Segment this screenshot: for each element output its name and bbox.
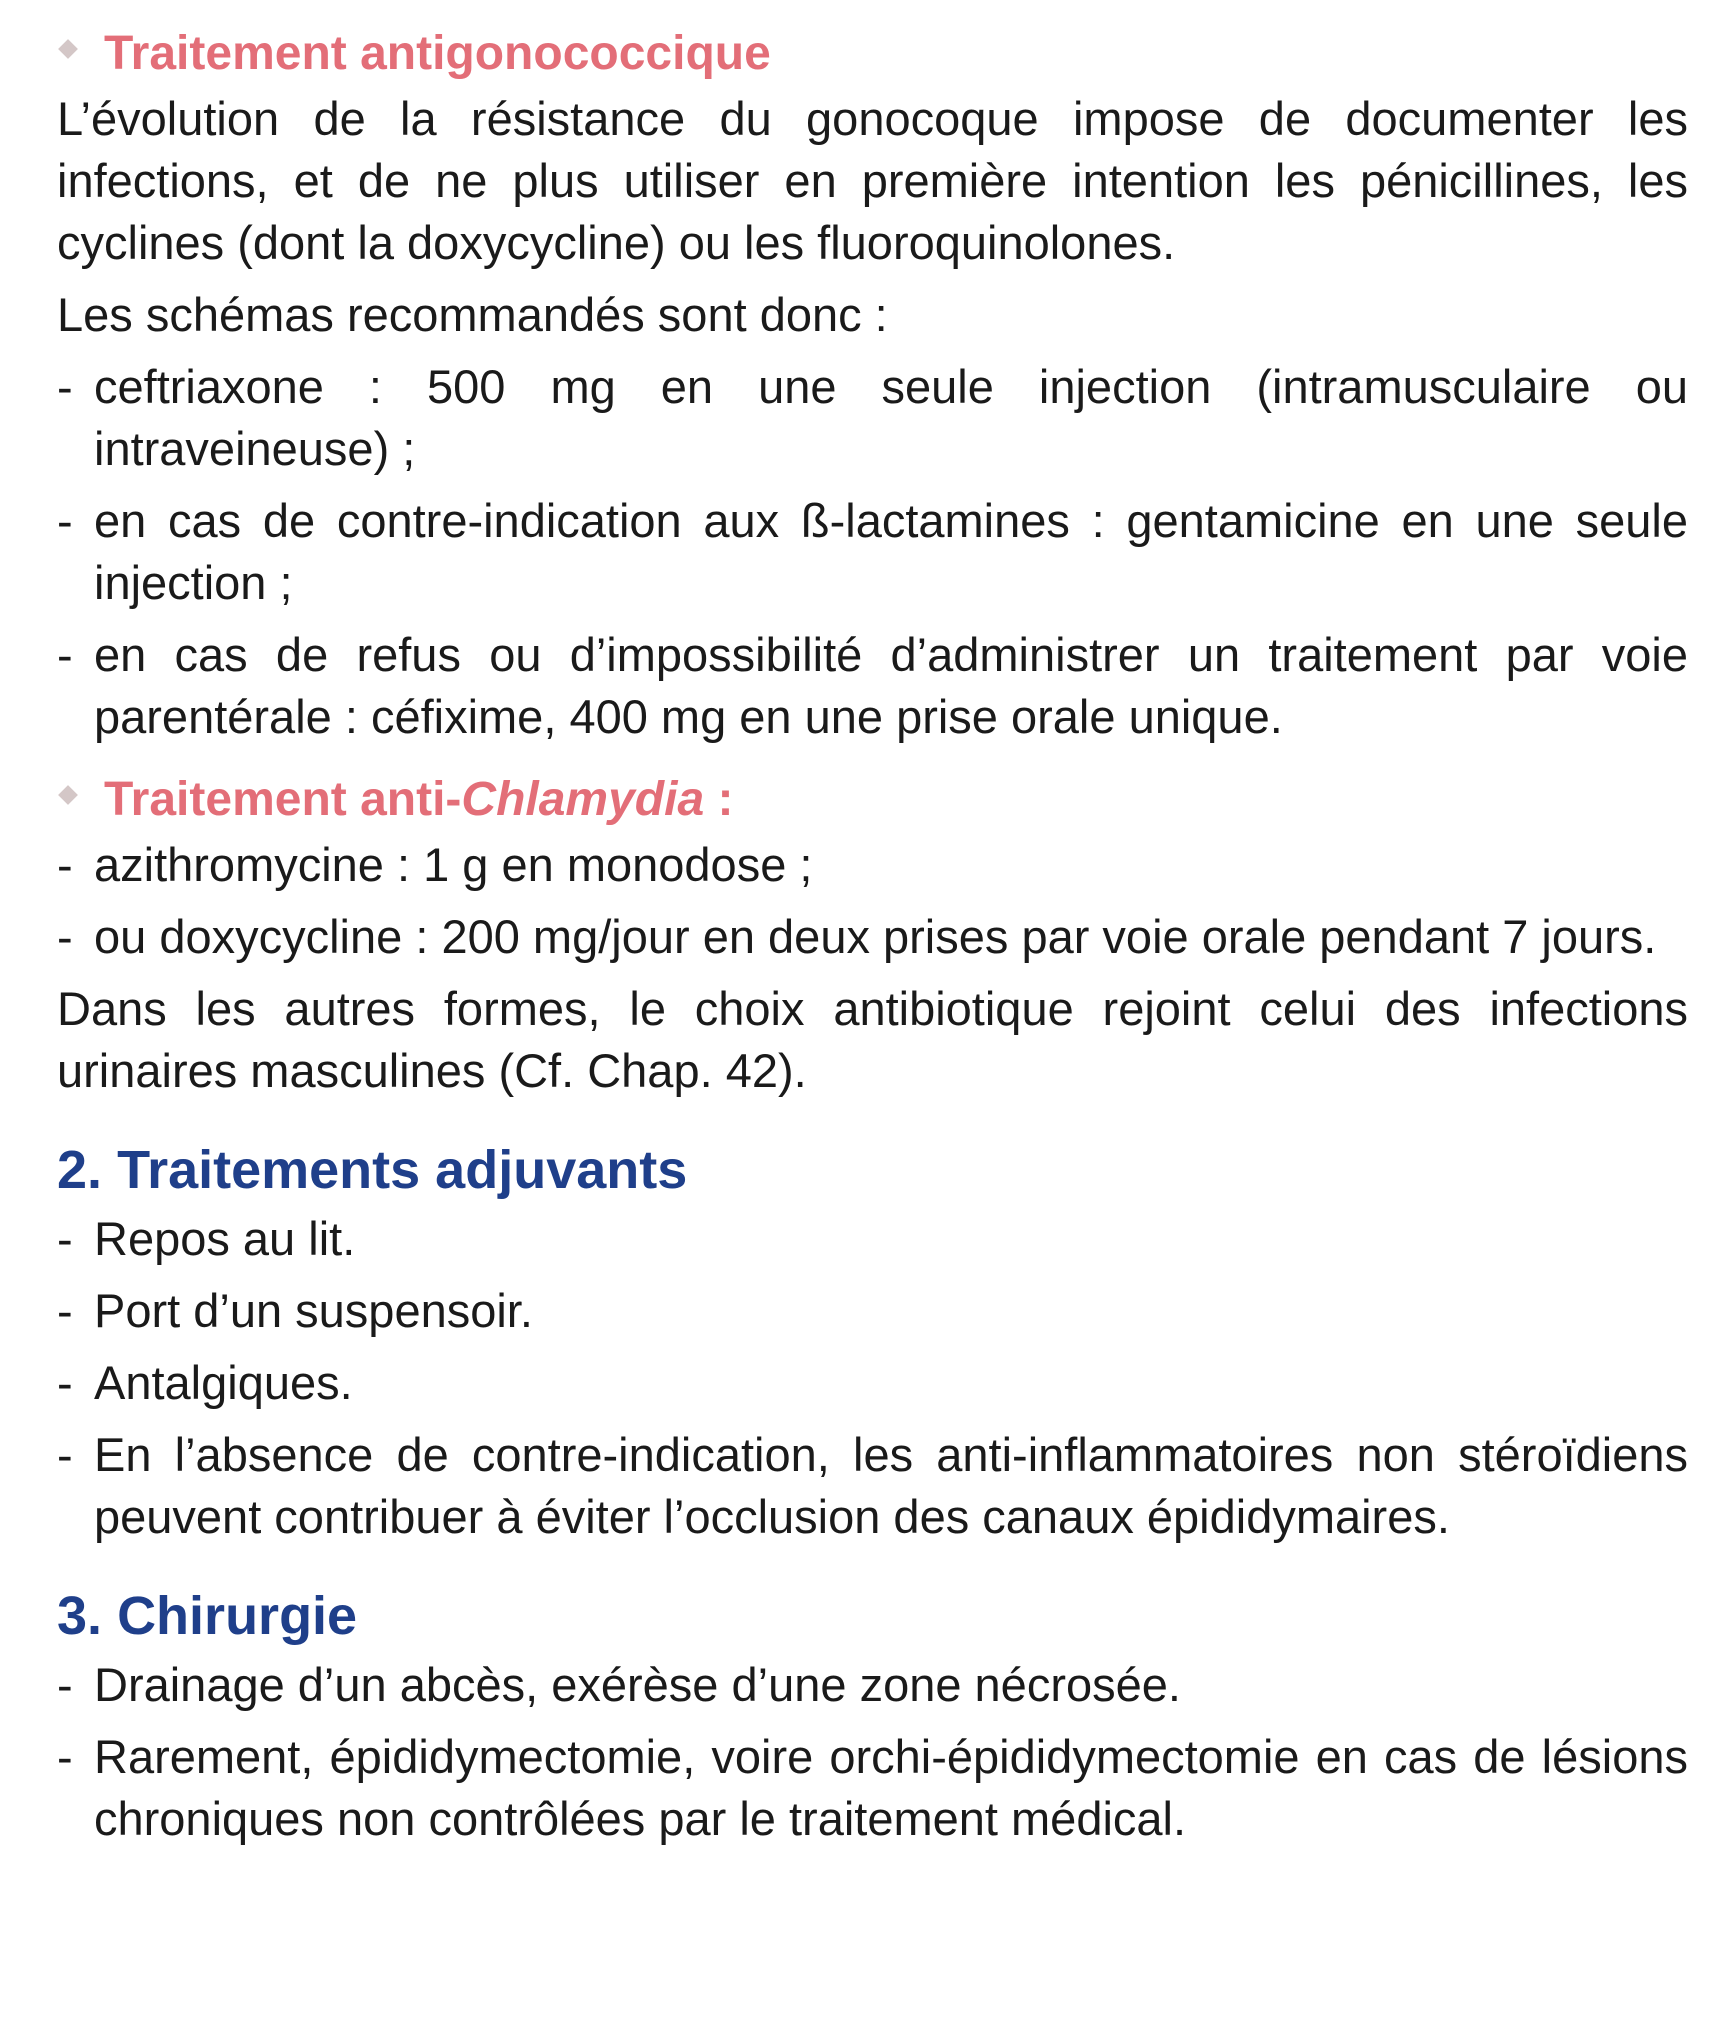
heading-title: Traitements adjuvants [117, 1140, 688, 1200]
list-item [57, 1208, 1688, 1270]
heading-number: 2. [57, 1140, 103, 1200]
list-chirurgie [57, 1654, 1688, 1850]
list-item-text: en cas de refus ou d’impossibilité d’administrer un traitement par voie parentérale : céfixime, 400 mg en une prise orale unique. [94, 628, 1688, 743]
list-item [57, 356, 1688, 480]
list-item [57, 624, 1688, 748]
heading-title: Chirurgie [117, 1586, 358, 1646]
subheading-antigonococcique-text: Traitement antigonococcique [104, 27, 771, 80]
list-item [57, 906, 1688, 968]
list-item-text: En l’absence de contre-indication, les anti-inflammatoires non stéroïdiens peuvent contribuer à éviter l’occlusion des canaux épididymaires. [94, 1428, 1688, 1543]
heading-number: 3. [57, 1586, 103, 1646]
paragraph-chlamydia-note: Dans les autres formes, le choix antibiotique rejoint celui des infections urinaires masculines (Cf. Chap. 42). [57, 982, 1688, 1097]
list-item [57, 1280, 1688, 1342]
bullet-marker-icon [58, 785, 78, 805]
list-item-text: azithromycine : 1 g en monodose ; [94, 838, 813, 891]
list-gono-schemas [57, 356, 1688, 748]
list-item-text: Port d’un suspensoir. [94, 1284, 533, 1337]
subheading-italic: Chlamydia [461, 773, 705, 826]
dash-glyph: - [57, 494, 73, 547]
dash-glyph: - [57, 1284, 73, 1337]
subheading-anti-chlamydia [57, 766, 1688, 834]
subheading-suffix: : [704, 773, 734, 826]
list-chlamydia [57, 834, 1688, 968]
list-item-text: ceftriaxone : 500 mg en une seule injection (intramusculaire ou intraveineuse) ; [94, 360, 1688, 475]
dash-glyph: - [57, 838, 73, 891]
list-item [57, 1726, 1688, 1850]
heading-traitements-adjuvants [57, 1132, 1688, 1208]
dash-glyph: - [57, 1212, 73, 1265]
dash-glyph: - [57, 1356, 73, 1409]
list-item [57, 490, 1688, 614]
dash-glyph: - [57, 910, 73, 963]
list-adjuvants [57, 1208, 1688, 1548]
list-item-text: ou doxycycline : 200 mg/jour en deux prises par voie orale pendant 7 jours. [94, 910, 1657, 963]
list-item [57, 1424, 1688, 1548]
dash-glyph: - [57, 1658, 73, 1711]
list-item-text: Repos au lit. [94, 1212, 356, 1265]
subheading-antigonococcique [57, 20, 1688, 88]
list-item [57, 834, 1688, 896]
paragraph-schemas-label: Les schémas recommandés sont donc : [57, 288, 888, 341]
heading-chirurgie [57, 1578, 1688, 1654]
list-item-text: Drainage d’un abcès, exérèse d’une zone nécrosée. [94, 1658, 1181, 1711]
paragraph-gono-intro: L’évolution de la résistance du gonocoque impose de documenter les infections, et de ne plus utiliser en première intention les pénicillines, les cyclines (dont la doxycycline) ou les fluoroquinolones. [57, 92, 1688, 269]
dash-glyph: - [57, 628, 73, 681]
dash-glyph: - [57, 360, 73, 413]
list-item-text: en cas de contre-indication aux ß-lactamines : gentamicine en une seule injection ; [94, 494, 1688, 609]
bullet-marker-icon [58, 39, 78, 59]
list-item [57, 1352, 1688, 1414]
list-item-text: Rarement, épididymectomie, voire orchi-épididymectomie en cas de lésions chroniques non contrôlées par le traitement médical. [94, 1730, 1688, 1845]
list-item [57, 1654, 1688, 1716]
list-item-text: Antalgiques. [94, 1356, 353, 1409]
subheading-prefix: Traitement anti- [104, 773, 462, 826]
dash-glyph: - [57, 1730, 73, 1783]
dash-glyph: - [57, 1428, 73, 1481]
